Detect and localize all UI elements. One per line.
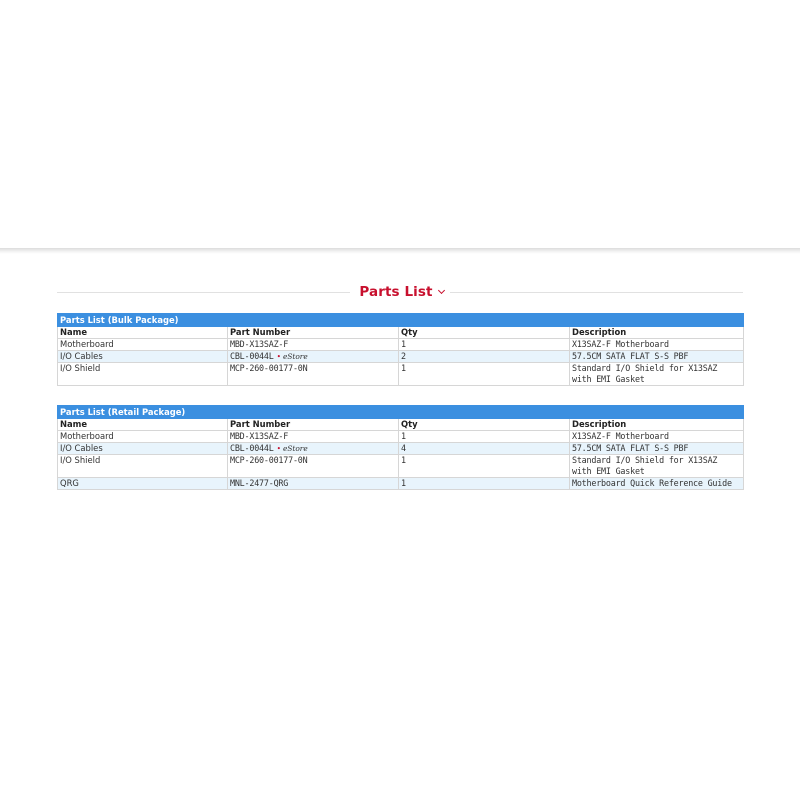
part-number-text: MBD-X13SAZ-F xyxy=(230,339,289,349)
part-number-text: CBL-0044L xyxy=(230,443,274,453)
table-row xyxy=(58,363,744,386)
bullet-icon: • xyxy=(276,352,281,361)
part-number-cell xyxy=(228,455,399,478)
column-header-part-number: Part Number xyxy=(228,419,399,431)
column-header-part-number: Part Number xyxy=(228,327,399,339)
column-header-description: Description xyxy=(570,327,744,339)
description-cell: 57.5CM SATA FLAT S-S PBF xyxy=(570,443,744,455)
table-row xyxy=(58,478,744,490)
table-caption-row xyxy=(58,314,744,327)
part-name-cell: I/O Cables xyxy=(58,351,228,363)
description-cell: Motherboard Quick Reference Guide xyxy=(570,478,744,490)
column-header-description: Description xyxy=(570,419,744,431)
qty-cell: 1 xyxy=(399,455,570,478)
estore-link[interactable] xyxy=(277,444,308,453)
table-row xyxy=(58,351,744,363)
description-cell: Standard I/O Shield for X13SAZ with EMI Gasket xyxy=(570,363,744,386)
estore-link[interactable] xyxy=(277,352,308,361)
part-number-cell xyxy=(228,478,399,490)
table-header-row xyxy=(58,327,744,339)
page-top-area xyxy=(0,0,800,248)
qty-cell: 1 xyxy=(399,339,570,351)
part-number-text: MBD-X13SAZ-F xyxy=(230,431,289,441)
header-rule-left xyxy=(57,292,350,293)
description-cell: Standard I/O Shield for X13SAZ with EMI Gasket xyxy=(570,455,744,478)
bullet-icon: • xyxy=(276,444,281,453)
part-number-cell xyxy=(228,339,399,351)
qty-cell: 1 xyxy=(399,363,570,386)
parts-list-title: Parts List xyxy=(359,284,433,300)
description-cell: X13SAZ-F Motherboard xyxy=(570,431,744,443)
parts-list-toggle[interactable] xyxy=(350,284,449,300)
table-row xyxy=(58,339,744,351)
part-number-text: MNL-2477-QRG xyxy=(230,478,289,488)
part-name-cell: Motherboard xyxy=(58,431,228,443)
description-cell: 57.5CM SATA FLAT S-S PBF xyxy=(570,351,744,363)
part-name-cell: Motherboard xyxy=(58,339,228,351)
part-number-cell xyxy=(228,363,399,386)
column-header-qty: Qty xyxy=(399,419,570,431)
qty-cell: 2 xyxy=(399,351,570,363)
column-header-qty: Qty xyxy=(399,327,570,339)
estore-label: eStore xyxy=(282,352,308,361)
table-row xyxy=(58,431,744,443)
part-number-cell xyxy=(228,443,399,455)
table-caption: Parts List (Bulk Package) xyxy=(58,314,744,327)
description-cell: X13SAZ-F Motherboard xyxy=(570,339,744,351)
parts-list-header xyxy=(57,282,743,302)
part-number-cell xyxy=(228,431,399,443)
chevron-down-icon xyxy=(438,287,445,294)
table-row xyxy=(58,455,744,478)
part-name-cell: I/O Cables xyxy=(58,443,228,455)
section-divider xyxy=(0,248,800,254)
qty-cell: 1 xyxy=(399,478,570,490)
table-header-row xyxy=(58,419,744,431)
part-number-text: MCP-260-00177-0N xyxy=(230,455,308,465)
part-number-cell xyxy=(228,351,399,363)
part-number-text: CBL-0044L xyxy=(230,351,274,361)
header-rule-right xyxy=(450,292,743,293)
table-row xyxy=(58,443,744,455)
retail-parts-table xyxy=(57,405,744,490)
column-header-name: Name xyxy=(58,327,228,339)
table-caption: Parts List (Retail Package) xyxy=(58,406,744,419)
qty-cell: 1 xyxy=(399,431,570,443)
part-name-cell: I/O Shield xyxy=(58,363,228,386)
estore-label: eStore xyxy=(282,444,308,453)
column-header-name: Name xyxy=(58,419,228,431)
part-name-cell: I/O Shield xyxy=(58,455,228,478)
table-caption-row xyxy=(58,406,744,419)
qty-cell: 4 xyxy=(399,443,570,455)
bulk-parts-table xyxy=(57,313,744,386)
part-number-text: MCP-260-00177-0N xyxy=(230,363,308,373)
part-name-cell: QRG xyxy=(58,478,228,490)
